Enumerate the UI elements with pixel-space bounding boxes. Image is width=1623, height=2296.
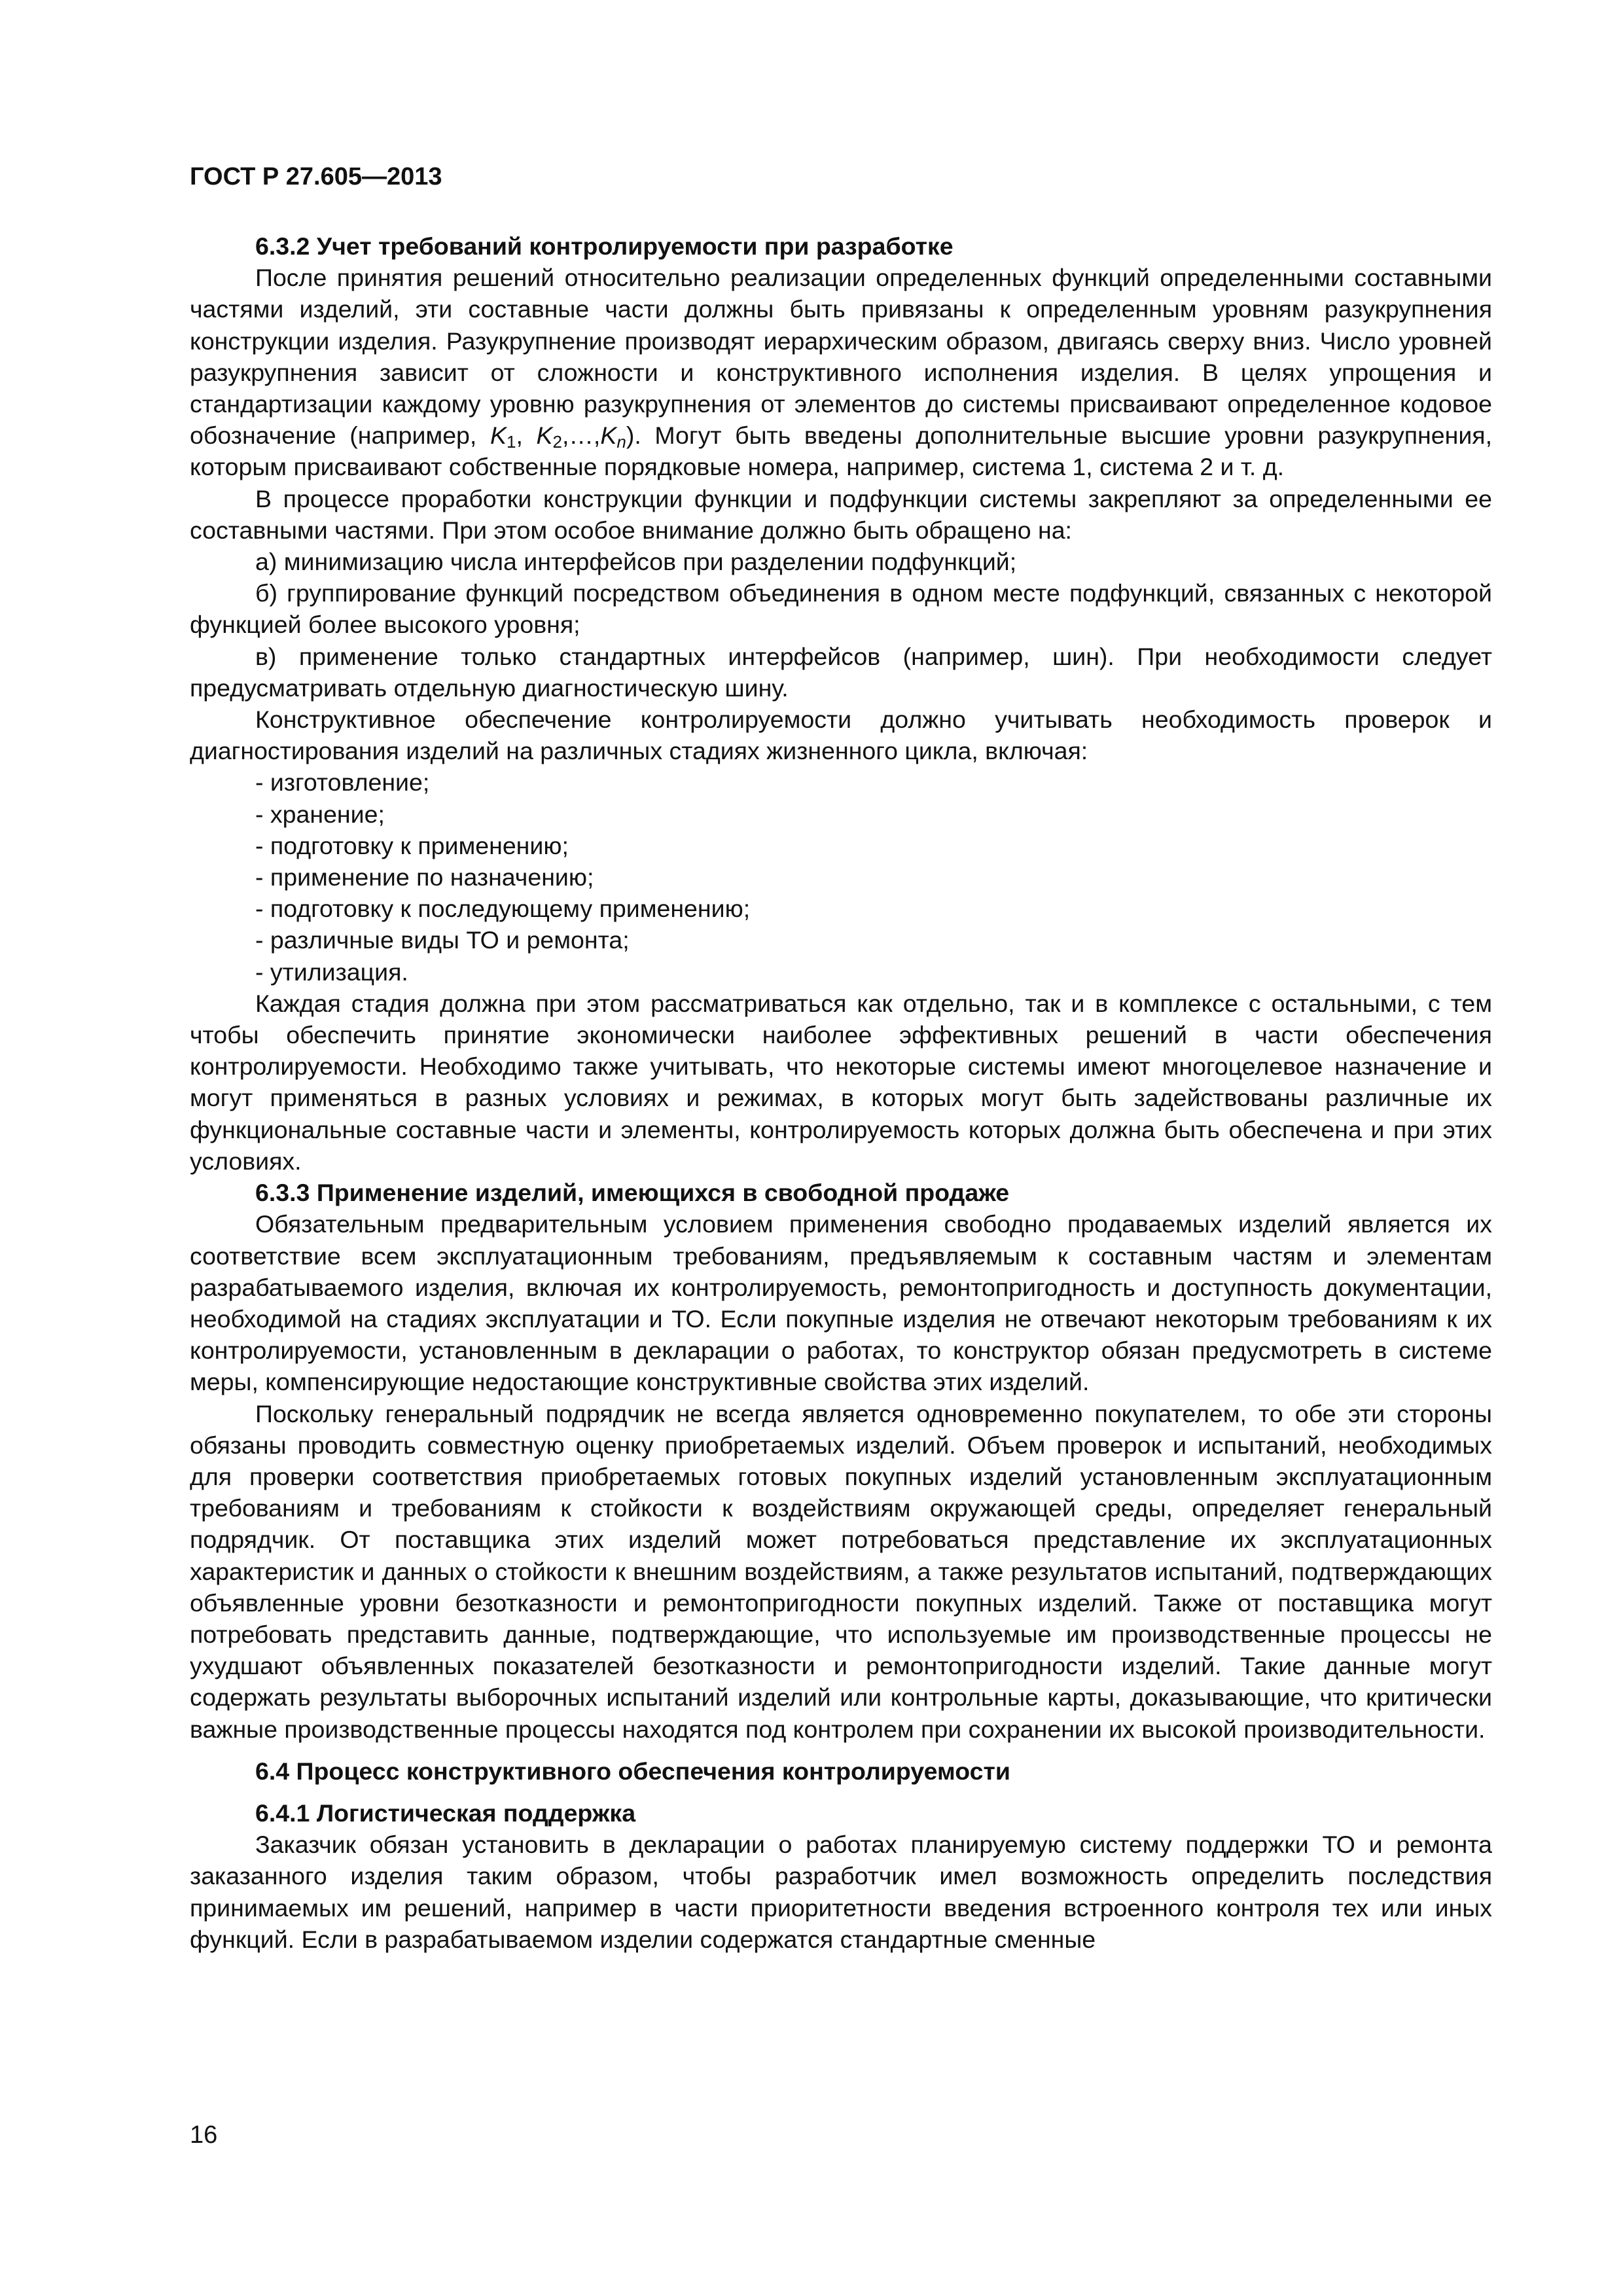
list-item: - применение по назначению; (255, 863, 594, 891)
formula-kn: K (600, 422, 617, 450)
document-page (190, 0, 1492, 2296)
section-heading-6-3-3: 6.3.3 Применение изделий, имеющихся в свободной продаже (255, 1179, 1010, 1207)
formula-k2: K (536, 422, 553, 450)
paragraph: Заказчик обязан установить в декларации о работах планируемую систему поддержки ТО и ремонта заказанного изделия таким образом, чтобы разработчик имел возможность определить последствия принимаемых им решений, например в части приоритетности введения встроенного контроля тех или иных функций. Если в разрабатываемом изделии содержатся стандартные сменные (190, 1831, 1492, 1953)
list-item: - различные виды ТО и ремонта; (255, 926, 630, 954)
list-item: - утилизация. (255, 958, 408, 986)
section-heading-6-4: 6.4 Процесс конструктивного обеспечения контролируемости (255, 1757, 1010, 1785)
list-item: - изготовление; (255, 768, 430, 797)
paragraph: В процессе проработки конструкции функции и подфункции системы закрепляют за определенными ее составными частями. При этом особое внимание должно быть обращено на: (190, 484, 1492, 544)
list-item: - подготовку к последующему применению; (255, 895, 751, 923)
section-heading-6-3-2: 6.3.2 Учет требований контролируемости при разработке (255, 232, 954, 260)
paragraph: Конструктивное обеспечение контролируемости должно учитывать необходимость проверок и диагностирования изделий на различных стадиях жизненного цикла, включая: (190, 706, 1492, 765)
list-item: - хранение; (255, 800, 385, 828)
paragraph-text: ). Могут быть введены дополнительные высшие уровни разукрупнения, которым присваивают собственные порядковые номера, например, система 1, система 2 и т. д. (190, 422, 1493, 481)
paragraph-text: После принятия решений относительно реализации определенных функций определенными составными частями изделий, эти составные части должны быть привязаны к определенным уровням разукрупнения конструкции изделия. Разукрупнение производят иерархическим образом, двигаясь сверху вниз. Число уровней разукрупнения зависит от сложности и конструктивного исполнения изделия. В целях упрощения и стандартизации каждому уровню разукрупнения от элементов до системы присваивают определенное кодовое обозначение (например, (190, 264, 1492, 450)
list-item: - подготовку к применению; (255, 831, 569, 859)
section-heading-6-4-1: 6.4.1 Логистическая поддержка (255, 1799, 636, 1827)
formula-separator: ,…, (562, 422, 601, 450)
formula-k1: K (490, 422, 507, 450)
lifecycle-stages-list (190, 766, 1492, 987)
formula-separator: , (516, 422, 537, 450)
list-item-a: а) минимизацию числа интерфейсов при разделении подфункций; (255, 548, 1017, 576)
paragraph: Обязательным предварительным условием применения свободно продаваемых изделий является их соответствие всем эксплуатационным требованиям, предъявляемым к составным частям и элементам разрабатываемого изделия, включая их контролируемость, ремонтопригодность и доступность документации, необходимой на стадиях эксплуатации и ТО. Если покупные изделия не отвечают некоторым требованиям к их контролируемости, установленным в декларации о работах, то конструктор обязан предусмотреть в системе меры, компенсирующие недостающие конструктивные свойства этих изделий. (190, 1210, 1492, 1396)
formula-k1-subscript: 1 (506, 432, 516, 452)
document-header: ГОСТ Р 27.605—2013 (190, 163, 442, 190)
document-body (190, 230, 1492, 1955)
paragraph: Каждая стадия должна при этом рассматриваться как отдельно, так и в комплексе с остальными, с тем чтобы обеспечить принятие экономически наиболее эффективных решений в части обеспечения контролируемости. Необходимо также учитывать, что некоторые системы имеют многоцелевое назначение и могут применяться в разных условиях и режимах, в которых могут быть задействованы различные их функциональные составные части и элементы, контролируемость которых должна быть обеспечена и при этих условиях. (190, 989, 1492, 1175)
page-number: 16 (190, 2121, 218, 2149)
list-item-c: в) применение только стандартных интерфейсов (например, шин). При необходимости следует предусматривать отдельную диагностическую шину. (190, 642, 1492, 702)
paragraph: Поскольку генеральный подрядчик не всегда является одновременно покупателем, то обе эти стороны обязаны проводить совместную оценку приобретаемых изделий. Объем проверок и испытаний, необходимых для проверки соответствия приобретаемых готовых покупных изделий установленным эксплуатационным требованиям и требованиям к стойкости к воздействиям окружающей среды, определяет генеральный подрядчик. От поставщика этих изделий может потребоваться представление их эксплуатационных характеристик и данных о стойкости к внешним воздействиям, а также результатов испытаний, подтверждающих объявленные уровни безотказности и ремонтопригодности покупных изделий. Также от поставщика могут потребовать представить данные, подтверждающие, что используемые им производственные процессы не ухудшают объявленных показателей безотказности и ремонтопригодности изделий. Такие данные могут содержать результаты выборочных испытаний изделий или контрольные карты, доказывающие, что критически важные производственные процессы находятся под контролем при сохранении их высокой производительности. (190, 1399, 1492, 1743)
list-item-b: б) группирование функций посредством объединения в одном месте подфункций, связанных с некоторой функцией более высокого уровня; (190, 579, 1492, 639)
formula-k2-subscript: 2 (552, 432, 562, 452)
formula-kn-subscript: n (616, 432, 626, 452)
paragraph (190, 262, 1492, 482)
